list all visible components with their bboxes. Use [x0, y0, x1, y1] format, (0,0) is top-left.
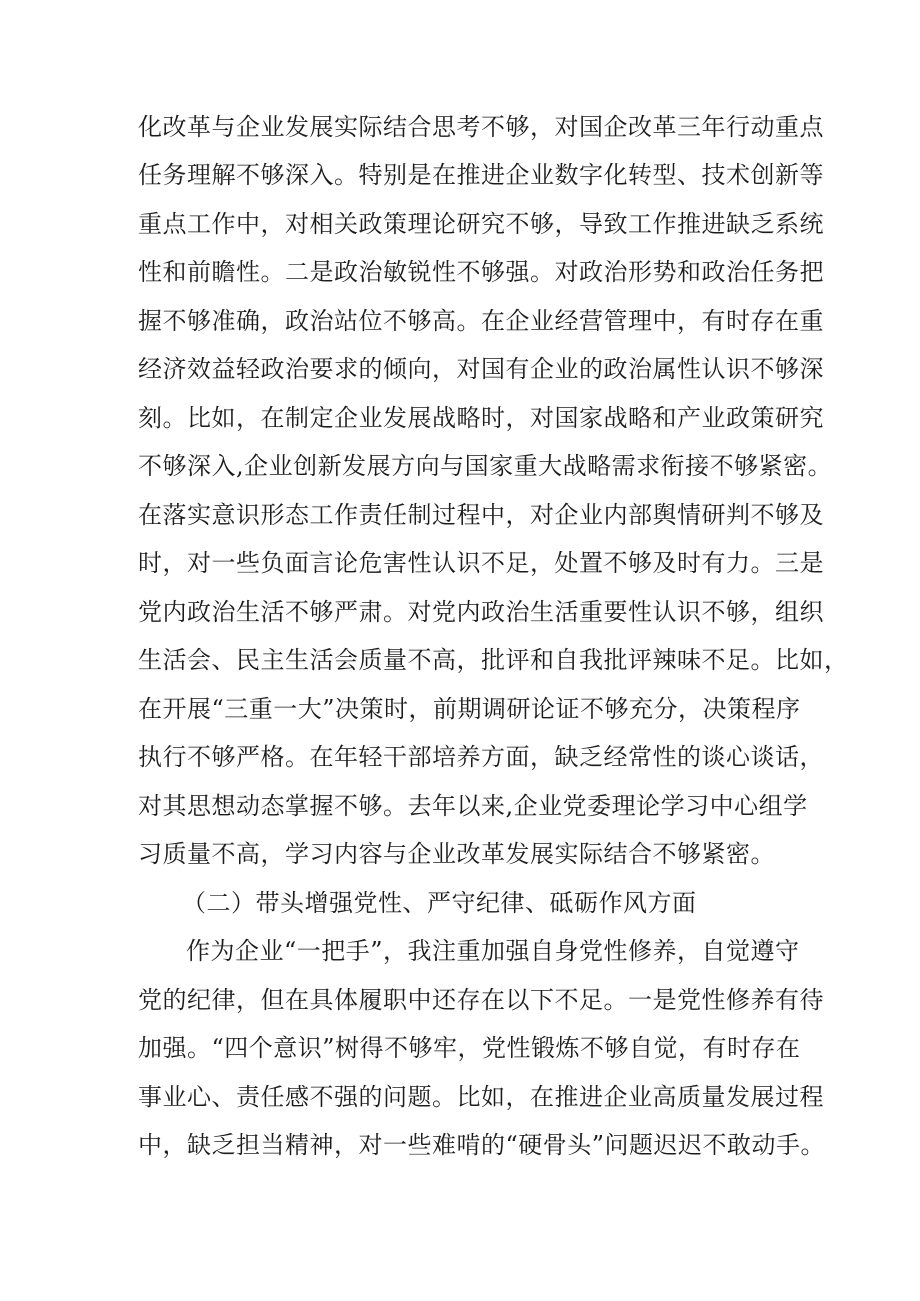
body-text-line: 作为企业“一把手”，我注重加强自身党性修养，自觉遵守	[186, 937, 800, 965]
section-heading: （二）带头增强党性、严守纪律、砥砺作风方面	[182, 889, 697, 917]
body-text-line: 执行不够严格。在年轻干部培养方面，缺乏经常性的谈心谈话，	[138, 743, 824, 771]
body-text-line: 性和前瞻性。二是政治敏锐性不够强。对政治形势和政治任务把	[138, 258, 824, 286]
body-text-line: 党的纪律，但在具体履职中还存在以下不足。一是党性修养有待	[138, 986, 824, 1014]
body-text-line: 在开展“三重一大”决策时，前期调研论证不够充分，决策程序	[138, 695, 801, 723]
body-text-line: 化改革与企业发展实际结合思考不够，对国企改革三年行动重点	[138, 113, 824, 141]
body-text-line: 加强。“四个意识”树得不够牢，党性锻炼不够自觉，有时存在	[138, 1034, 801, 1062]
body-text-line: 握不够准确，政治站位不够高。在企业经营管理中，有时存在重	[138, 307, 824, 335]
body-text-line: 在落实意识形态工作责任制过程中，对企业内部舆情研判不够及	[138, 501, 824, 529]
body-text-line: 党内政治生活不够严肃。对党内政治生活重要性认识不够，组织	[138, 598, 824, 626]
body-text-line: 任务理解不够深入。特别是在推进企业数字化转型、技术创新等	[138, 161, 824, 189]
body-text-line: 习质量不高，学习内容与企业改革发展实际结合不够紧密。	[138, 840, 775, 868]
body-text-line: 对其思想动态掌握不够。去年以来,企业党委理论学习中心组学	[138, 792, 808, 820]
body-text-line: 生活会、民主生活会质量不高，批评和自我批评辣味不足。比如，	[138, 646, 849, 674]
body-text-line: 中，缺乏担当精神，对一些难啃的“硬骨头”问题迟迟不敢动手。	[138, 1131, 826, 1159]
body-text-line: 事业心、责任感不强的问题。比如，在推进企业高质量发展过程	[138, 1083, 824, 1111]
body-text-line: 刻。比如，在制定企业发展战略时，对国家战略和产业政策研究	[138, 404, 824, 432]
body-text-line: 时，对一些负面言论危害性认识不足，处置不够及时有力。三是	[138, 549, 824, 577]
body-text-line: 不够深入,企业创新发展方向与国家重大战略需求衔接不够紧密。	[138, 452, 833, 480]
body-text-line: 重点工作中，对相关政策理论研究不够，导致工作推进缺乏系统	[138, 210, 824, 238]
body-text-line: 经济效益轻政治要求的倾向，对国有企业的政治属性认识不够深	[138, 355, 824, 383]
